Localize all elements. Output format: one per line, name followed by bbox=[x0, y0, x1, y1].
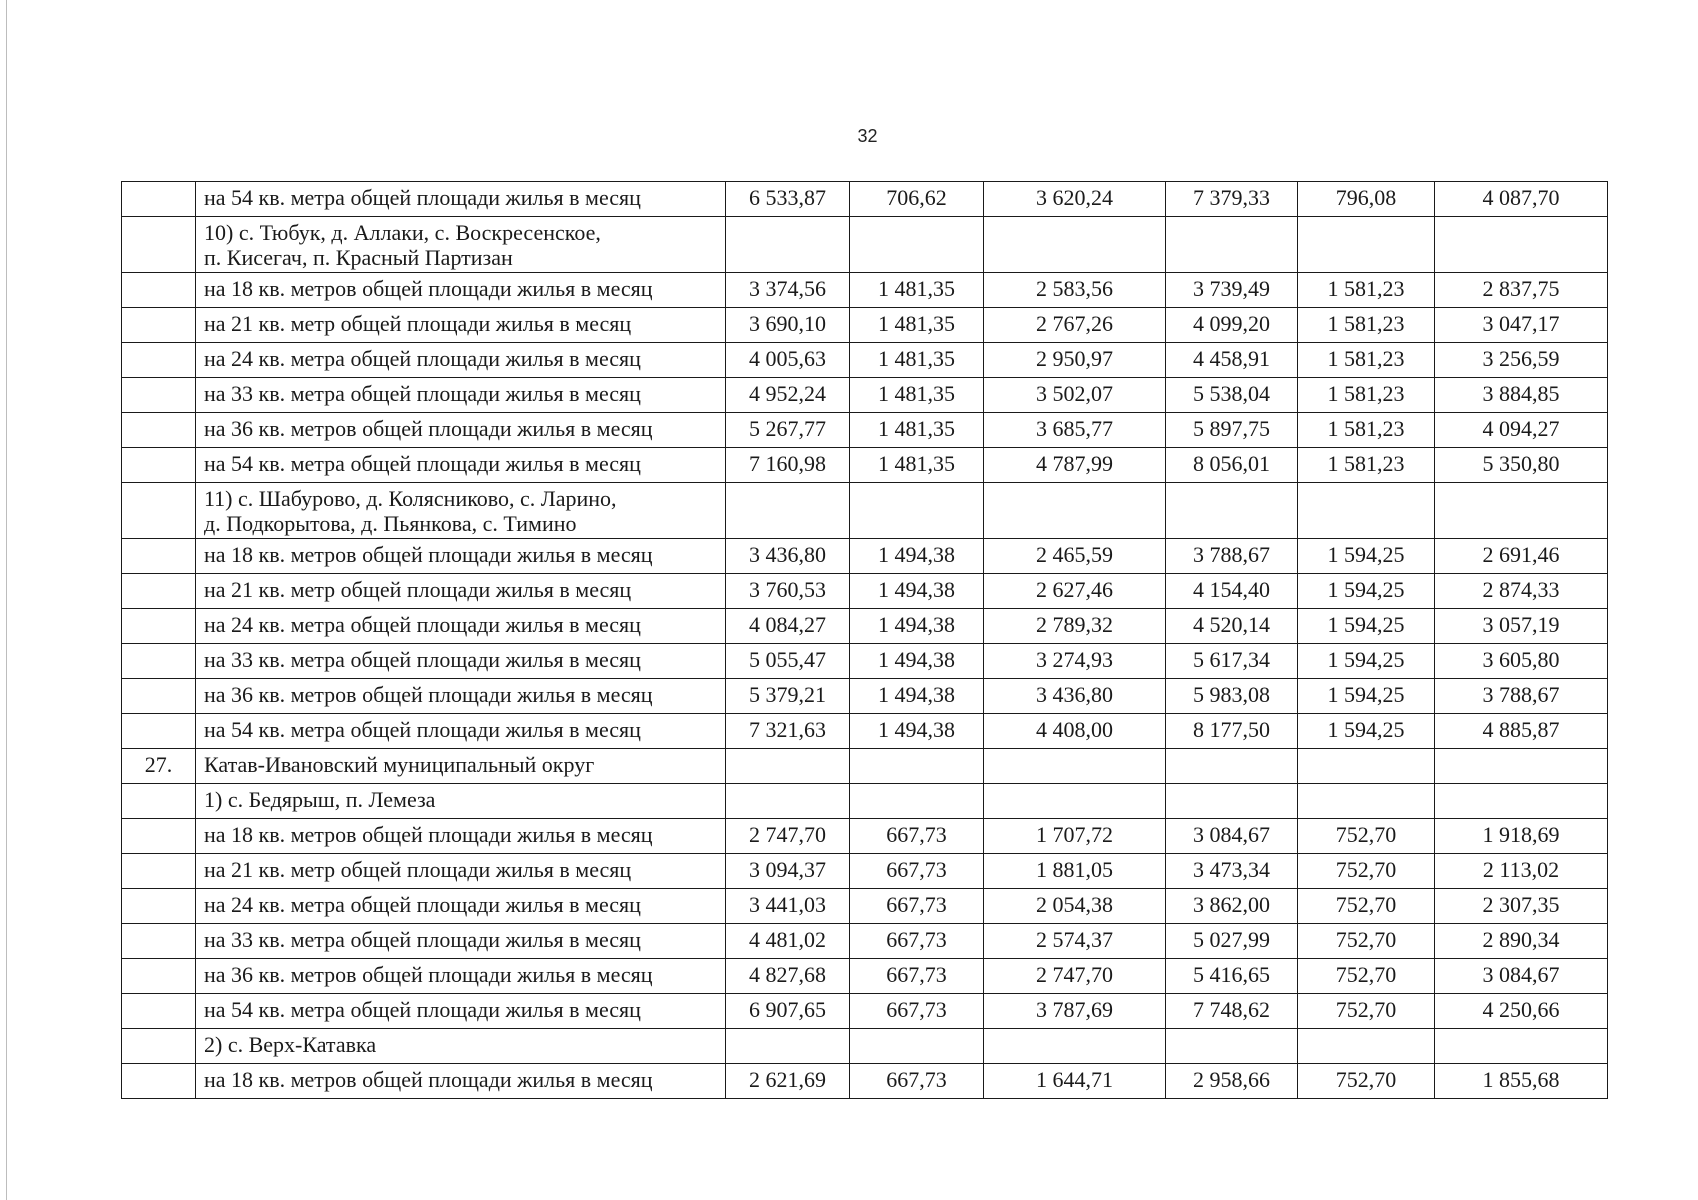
row-index-cell bbox=[122, 448, 196, 483]
value-cell bbox=[984, 483, 1166, 539]
tariff-table bbox=[121, 181, 1608, 1099]
value-cell bbox=[850, 483, 984, 539]
value-cell bbox=[1166, 217, 1298, 273]
value-cell: 2 789,32 bbox=[984, 609, 1166, 644]
value-cell: 1 481,35 bbox=[850, 273, 984, 308]
value-cell bbox=[1166, 749, 1298, 784]
value-cell: 3 788,67 bbox=[1435, 679, 1608, 714]
value-cell: 667,73 bbox=[850, 889, 984, 924]
value-cell: 2 958,66 bbox=[1166, 1064, 1298, 1099]
value-cell: 1 594,25 bbox=[1298, 609, 1435, 644]
value-cell: 1 594,25 bbox=[1298, 644, 1435, 679]
value-cell: 752,70 bbox=[1298, 994, 1435, 1029]
value-cell: 752,70 bbox=[1298, 889, 1435, 924]
value-cell bbox=[726, 784, 850, 819]
area-norm-label: на 24 кв. метра общей площади жилья в месяц bbox=[196, 609, 726, 644]
row-index-cell bbox=[122, 539, 196, 574]
value-cell: 2 583,56 bbox=[984, 273, 1166, 308]
table-row bbox=[122, 378, 1608, 413]
value-cell: 3 473,34 bbox=[1166, 854, 1298, 889]
value-cell: 3 884,85 bbox=[1435, 378, 1608, 413]
row-index-cell bbox=[122, 1029, 196, 1064]
value-cell: 6 533,87 bbox=[726, 182, 850, 217]
value-cell: 3 690,10 bbox=[726, 308, 850, 343]
value-cell bbox=[1298, 784, 1435, 819]
value-cell bbox=[1166, 483, 1298, 539]
table-row bbox=[122, 854, 1608, 889]
value-cell: 3 084,67 bbox=[1166, 819, 1298, 854]
value-cell: 1 481,35 bbox=[850, 448, 984, 483]
value-cell: 667,73 bbox=[850, 994, 984, 1029]
table-row bbox=[122, 994, 1608, 1029]
value-cell bbox=[1298, 217, 1435, 273]
value-cell: 4 094,27 bbox=[1435, 413, 1608, 448]
value-cell: 1 494,38 bbox=[850, 679, 984, 714]
value-cell: 3 094,37 bbox=[726, 854, 850, 889]
table-row bbox=[122, 714, 1608, 749]
value-cell: 3 788,67 bbox=[1166, 539, 1298, 574]
value-cell: 1 481,35 bbox=[850, 343, 984, 378]
row-index-cell bbox=[122, 819, 196, 854]
value-cell: 5 267,77 bbox=[726, 413, 850, 448]
value-cell: 4 787,99 bbox=[984, 448, 1166, 483]
value-cell bbox=[850, 749, 984, 784]
value-cell: 1 855,68 bbox=[1435, 1064, 1608, 1099]
value-cell: 752,70 bbox=[1298, 1064, 1435, 1099]
value-cell: 667,73 bbox=[850, 924, 984, 959]
value-cell: 4 458,91 bbox=[1166, 343, 1298, 378]
value-cell: 3 084,67 bbox=[1435, 959, 1608, 994]
value-cell: 3 739,49 bbox=[1166, 273, 1298, 308]
locality-group-row bbox=[122, 1029, 1608, 1064]
row-index-cell bbox=[122, 714, 196, 749]
value-cell: 4 005,63 bbox=[726, 343, 850, 378]
value-cell: 5 379,21 bbox=[726, 679, 850, 714]
value-cell: 1 494,38 bbox=[850, 609, 984, 644]
area-norm-label: на 54 кв. метра общей площади жилья в месяц bbox=[196, 448, 726, 483]
value-cell: 667,73 bbox=[850, 1064, 984, 1099]
value-cell: 3 620,24 bbox=[984, 182, 1166, 217]
value-cell bbox=[850, 1029, 984, 1064]
area-norm-label: на 33 кв. метра общей площади жилья в месяц bbox=[196, 378, 726, 413]
value-cell: 4 952,24 bbox=[726, 378, 850, 413]
value-cell: 2 837,75 bbox=[1435, 273, 1608, 308]
value-cell: 7 321,63 bbox=[726, 714, 850, 749]
value-cell bbox=[1298, 483, 1435, 539]
value-cell: 3 256,59 bbox=[1435, 343, 1608, 378]
value-cell: 1 481,35 bbox=[850, 413, 984, 448]
value-cell bbox=[726, 483, 850, 539]
row-index-cell bbox=[122, 1064, 196, 1099]
area-norm-label: на 18 кв. метров общей площади жилья в месяц bbox=[196, 1064, 726, 1099]
locality-group-line: п. Кисегач, п. Красный Партизан bbox=[204, 245, 513, 270]
value-cell: 1 494,38 bbox=[850, 714, 984, 749]
table-row bbox=[122, 448, 1608, 483]
value-cell bbox=[1166, 1029, 1298, 1064]
value-cell: 5 027,99 bbox=[1166, 924, 1298, 959]
area-norm-label: на 21 кв. метр общей площади жилья в месяц bbox=[196, 854, 726, 889]
value-cell: 3 760,53 bbox=[726, 574, 850, 609]
value-cell: 2 950,97 bbox=[984, 343, 1166, 378]
value-cell: 2 574,37 bbox=[984, 924, 1166, 959]
value-cell bbox=[850, 784, 984, 819]
value-cell: 796,08 bbox=[1298, 182, 1435, 217]
area-norm-label: на 36 кв. метров общей площади жилья в месяц bbox=[196, 679, 726, 714]
value-cell: 752,70 bbox=[1298, 819, 1435, 854]
locality-group-row bbox=[122, 217, 1608, 273]
value-cell bbox=[1435, 784, 1608, 819]
value-cell: 752,70 bbox=[1298, 924, 1435, 959]
value-cell: 1 494,38 bbox=[850, 644, 984, 679]
value-cell bbox=[1166, 784, 1298, 819]
value-cell: 3 436,80 bbox=[984, 679, 1166, 714]
value-cell: 3 274,93 bbox=[984, 644, 1166, 679]
area-norm-label: на 54 кв. метра общей площади жилья в месяц bbox=[196, 182, 726, 217]
value-cell: 3 862,00 bbox=[1166, 889, 1298, 924]
value-cell: 667,73 bbox=[850, 959, 984, 994]
value-cell: 667,73 bbox=[850, 819, 984, 854]
value-cell bbox=[726, 1029, 850, 1064]
value-cell: 1 707,72 bbox=[984, 819, 1166, 854]
value-cell: 3 502,07 bbox=[984, 378, 1166, 413]
value-cell: 1 581,23 bbox=[1298, 343, 1435, 378]
value-cell: 4 084,27 bbox=[726, 609, 850, 644]
section-label: Катав-Ивановский муниципальный округ bbox=[196, 749, 726, 784]
page-number: 32 bbox=[857, 126, 878, 146]
row-index-cell bbox=[122, 378, 196, 413]
locality-group-label: 2) с. Верх-Катавка bbox=[196, 1029, 726, 1064]
value-cell: 1 594,25 bbox=[1298, 574, 1435, 609]
row-index-cell: 27. bbox=[122, 749, 196, 784]
value-cell bbox=[1298, 749, 1435, 784]
table-row bbox=[122, 308, 1608, 343]
locality-group-label bbox=[196, 217, 726, 273]
value-cell bbox=[984, 784, 1166, 819]
value-cell: 5 350,80 bbox=[1435, 448, 1608, 483]
value-cell: 3 374,56 bbox=[726, 273, 850, 308]
value-cell: 1 594,25 bbox=[1298, 539, 1435, 574]
locality-group-line: 11) с. Шабурово, д. Колясниково, с. Ларино, bbox=[204, 486, 617, 511]
value-cell: 7 379,33 bbox=[1166, 182, 1298, 217]
tariff-table-body bbox=[122, 182, 1608, 1099]
value-cell: 5 897,75 bbox=[1166, 413, 1298, 448]
value-cell: 2 691,46 bbox=[1435, 539, 1608, 574]
row-index-cell bbox=[122, 217, 196, 273]
value-cell bbox=[1435, 483, 1608, 539]
section-row bbox=[122, 749, 1608, 784]
row-index-cell bbox=[122, 924, 196, 959]
row-index-cell bbox=[122, 959, 196, 994]
value-cell: 1 581,23 bbox=[1298, 308, 1435, 343]
table-row bbox=[122, 644, 1608, 679]
value-cell: 2 627,46 bbox=[984, 574, 1166, 609]
value-cell: 5 055,47 bbox=[726, 644, 850, 679]
value-cell: 1 644,71 bbox=[984, 1064, 1166, 1099]
value-cell: 5 538,04 bbox=[1166, 378, 1298, 413]
value-cell: 2 767,26 bbox=[984, 308, 1166, 343]
row-index-cell bbox=[122, 574, 196, 609]
value-cell: 8 056,01 bbox=[1166, 448, 1298, 483]
table-row bbox=[122, 539, 1608, 574]
value-cell bbox=[1435, 1029, 1608, 1064]
area-norm-label: на 54 кв. метра общей площади жилья в месяц bbox=[196, 714, 726, 749]
value-cell: 1 481,35 bbox=[850, 308, 984, 343]
value-cell: 4 885,87 bbox=[1435, 714, 1608, 749]
value-cell: 752,70 bbox=[1298, 854, 1435, 889]
value-cell: 1 494,38 bbox=[850, 539, 984, 574]
value-cell: 1 581,23 bbox=[1298, 413, 1435, 448]
area-norm-label: на 18 кв. метров общей площади жилья в месяц bbox=[196, 819, 726, 854]
value-cell: 4 520,14 bbox=[1166, 609, 1298, 644]
area-norm-label: на 21 кв. метр общей площади жилья в месяц bbox=[196, 308, 726, 343]
row-index-cell bbox=[122, 644, 196, 679]
value-cell: 706,62 bbox=[850, 182, 984, 217]
table-row bbox=[122, 182, 1608, 217]
table-row bbox=[122, 819, 1608, 854]
row-index-cell bbox=[122, 994, 196, 1029]
table-row bbox=[122, 959, 1608, 994]
value-cell: 3 057,19 bbox=[1435, 609, 1608, 644]
value-cell bbox=[1435, 749, 1608, 784]
table-row bbox=[122, 343, 1608, 378]
value-cell: 4 408,00 bbox=[984, 714, 1166, 749]
value-cell: 7 748,62 bbox=[1166, 994, 1298, 1029]
locality-group-row bbox=[122, 784, 1608, 819]
value-cell bbox=[726, 749, 850, 784]
value-cell bbox=[984, 1029, 1166, 1064]
value-cell: 2 747,70 bbox=[726, 819, 850, 854]
area-norm-label: на 36 кв. метров общей площади жилья в месяц bbox=[196, 413, 726, 448]
value-cell: 5 416,65 bbox=[1166, 959, 1298, 994]
locality-group-label: 1) с. Бедярыш, п. Лемеза bbox=[196, 784, 726, 819]
row-index-cell bbox=[122, 343, 196, 378]
row-index-cell bbox=[122, 413, 196, 448]
table-row bbox=[122, 924, 1608, 959]
value-cell: 7 160,98 bbox=[726, 448, 850, 483]
value-cell: 2 113,02 bbox=[1435, 854, 1608, 889]
value-cell: 4 099,20 bbox=[1166, 308, 1298, 343]
table-row bbox=[122, 889, 1608, 924]
value-cell: 2 890,34 bbox=[1435, 924, 1608, 959]
row-index-cell bbox=[122, 182, 196, 217]
value-cell: 1 581,23 bbox=[1298, 378, 1435, 413]
value-cell bbox=[984, 217, 1166, 273]
value-cell: 1 481,35 bbox=[850, 378, 984, 413]
value-cell: 5 983,08 bbox=[1166, 679, 1298, 714]
value-cell: 8 177,50 bbox=[1166, 714, 1298, 749]
table-row bbox=[122, 1064, 1608, 1099]
value-cell: 1 581,23 bbox=[1298, 448, 1435, 483]
value-cell: 4 087,70 bbox=[1435, 182, 1608, 217]
value-cell: 2 465,59 bbox=[984, 539, 1166, 574]
area-norm-label: на 24 кв. метра общей площади жилья в месяц bbox=[196, 889, 726, 924]
value-cell: 3 436,80 bbox=[726, 539, 850, 574]
value-cell: 2 621,69 bbox=[726, 1064, 850, 1099]
value-cell: 1 581,23 bbox=[1298, 273, 1435, 308]
area-norm-label: на 33 кв. метра общей площади жилья в месяц bbox=[196, 924, 726, 959]
value-cell: 4 154,40 bbox=[1166, 574, 1298, 609]
value-cell: 4 250,66 bbox=[1435, 994, 1608, 1029]
value-cell: 2 054,38 bbox=[984, 889, 1166, 924]
value-cell: 752,70 bbox=[1298, 959, 1435, 994]
value-cell: 2 307,35 bbox=[1435, 889, 1608, 924]
value-cell: 3 047,17 bbox=[1435, 308, 1608, 343]
table-row bbox=[122, 413, 1608, 448]
area-norm-label: на 18 кв. метров общей площади жилья в месяц bbox=[196, 273, 726, 308]
table-row bbox=[122, 574, 1608, 609]
row-index-cell bbox=[122, 784, 196, 819]
table-row bbox=[122, 273, 1608, 308]
row-index-cell bbox=[122, 854, 196, 889]
value-cell: 1 594,25 bbox=[1298, 714, 1435, 749]
area-norm-label: на 36 кв. метров общей площади жилья в месяц bbox=[196, 959, 726, 994]
value-cell: 3 787,69 bbox=[984, 994, 1166, 1029]
row-index-cell bbox=[122, 609, 196, 644]
locality-group-line: д. Подкорытова, д. Пьянкова, с. Тимино bbox=[204, 511, 577, 536]
value-cell: 3 605,80 bbox=[1435, 644, 1608, 679]
value-cell bbox=[726, 217, 850, 273]
area-norm-label: на 24 кв. метра общей площади жилья в месяц bbox=[196, 343, 726, 378]
area-norm-label: на 18 кв. метров общей площади жилья в месяц bbox=[196, 539, 726, 574]
row-index-cell bbox=[122, 889, 196, 924]
value-cell: 1 494,38 bbox=[850, 574, 984, 609]
value-cell: 667,73 bbox=[850, 854, 984, 889]
table-row bbox=[122, 679, 1608, 714]
value-cell bbox=[1298, 1029, 1435, 1064]
locality-group-line: 10) с. Тюбук, д. Аллаки, с. Воскресенское, bbox=[204, 220, 601, 245]
value-cell: 1 594,25 bbox=[1298, 679, 1435, 714]
value-cell bbox=[850, 217, 984, 273]
row-index-cell bbox=[122, 273, 196, 308]
locality-group-label bbox=[196, 483, 726, 539]
area-norm-label: на 33 кв. метра общей площади жилья в месяц bbox=[196, 644, 726, 679]
value-cell: 2 874,33 bbox=[1435, 574, 1608, 609]
page-margin-line bbox=[6, 0, 7, 1200]
value-cell bbox=[1435, 217, 1608, 273]
value-cell: 4 827,68 bbox=[726, 959, 850, 994]
row-index-cell bbox=[122, 308, 196, 343]
locality-group-row bbox=[122, 483, 1608, 539]
value-cell: 3 685,77 bbox=[984, 413, 1166, 448]
row-index-cell bbox=[122, 483, 196, 539]
value-cell: 4 481,02 bbox=[726, 924, 850, 959]
row-index-cell bbox=[122, 679, 196, 714]
area-norm-label: на 54 кв. метра общей площади жилья в месяц bbox=[196, 994, 726, 1029]
value-cell: 2 747,70 bbox=[984, 959, 1166, 994]
table-row bbox=[122, 609, 1608, 644]
area-norm-label: на 21 кв. метр общей площади жилья в месяц bbox=[196, 574, 726, 609]
value-cell: 3 441,03 bbox=[726, 889, 850, 924]
value-cell: 5 617,34 bbox=[1166, 644, 1298, 679]
value-cell: 1 918,69 bbox=[1435, 819, 1608, 854]
value-cell: 6 907,65 bbox=[726, 994, 850, 1029]
value-cell bbox=[984, 749, 1166, 784]
value-cell: 1 881,05 bbox=[984, 854, 1166, 889]
